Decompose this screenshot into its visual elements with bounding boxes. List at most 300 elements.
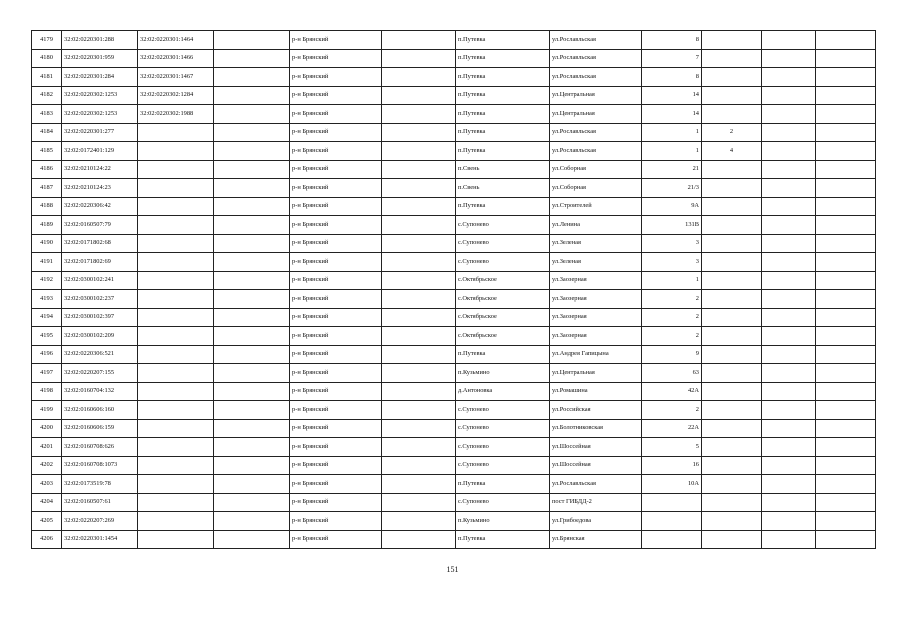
cadastral-number: 32:02:0172401:129 [62,142,138,161]
street: ул.Заозерная [550,308,642,327]
empty-cell [382,123,456,142]
street: ул.Шоссейная [550,456,642,475]
empty-cell [762,86,816,105]
building-number [702,327,762,346]
empty-cell [382,345,456,364]
district: р-н Брянский [290,382,382,401]
house-number: 131В [642,216,702,235]
building-number [702,382,762,401]
district: р-н Брянский [290,86,382,105]
district: р-н Брянский [290,419,382,438]
cadastral-number: 32:02:0210124:22 [62,160,138,179]
locality: п.Путевка [456,345,550,364]
row-number: 4193 [32,290,62,309]
empty-cell [214,364,290,383]
building-number [702,290,762,309]
house-number: 14 [642,105,702,124]
empty-cell [816,493,876,512]
empty-cell [762,105,816,124]
related-cadastral-number [138,142,214,161]
empty-cell [762,493,816,512]
empty-cell [214,401,290,420]
house-number: 1 [642,142,702,161]
empty-cell [214,49,290,68]
empty-cell [816,290,876,309]
empty-cell [214,456,290,475]
cadastral-number: 32:02:0210124:23 [62,179,138,198]
building-number [702,401,762,420]
cadastral-number: 32:02:0220301:959 [62,49,138,68]
empty-cell [762,345,816,364]
related-cadastral-number [138,308,214,327]
district: р-н Брянский [290,253,382,272]
cadastral-number: 32:02:0220302:1253 [62,86,138,105]
empty-cell [214,382,290,401]
cadastral-number: 32:02:0300102:237 [62,290,138,309]
cadastral-number: 32:02:0300102:241 [62,271,138,290]
district: р-н Брянский [290,123,382,142]
house-number: 3 [642,234,702,253]
table-row [32,345,876,364]
empty-cell [214,86,290,105]
empty-cell [382,456,456,475]
empty-cell [214,123,290,142]
street: пост ГИБДД-2 [550,493,642,512]
locality: п.Путевка [456,142,550,161]
building-number [702,234,762,253]
table-row [32,179,876,198]
empty-cell [816,234,876,253]
building-number [702,271,762,290]
table-row [32,253,876,272]
table-row [32,419,876,438]
street: ул.Ленина [550,216,642,235]
locality: с.Октябрьское [456,271,550,290]
house-number: 1 [642,271,702,290]
house-number: 2 [642,290,702,309]
cadastral-number: 32:02:0300102:209 [62,327,138,346]
cadastral-number: 32:02:0160708:626 [62,438,138,457]
related-cadastral-number [138,123,214,142]
related-cadastral-number [138,290,214,309]
empty-cell [382,234,456,253]
house-number: 21 [642,160,702,179]
cadastral-number: 32:02:0160507:61 [62,493,138,512]
cadastral-number: 32:02:0160606:160 [62,401,138,420]
locality: п.Путевка [456,86,550,105]
empty-cell [382,512,456,531]
locality: п.Путевка [456,105,550,124]
empty-cell [816,253,876,272]
related-cadastral-number [138,345,214,364]
locality: п.Свень [456,179,550,198]
locality: с.Супонево [456,401,550,420]
row-number: 4180 [32,49,62,68]
empty-cell [214,345,290,364]
house-number: 42А [642,382,702,401]
building-number [702,160,762,179]
empty-cell [762,364,816,383]
table-row [32,364,876,383]
locality: с.Супонево [456,493,550,512]
row-number: 4189 [32,216,62,235]
district: р-н Брянский [290,456,382,475]
building-number [702,493,762,512]
empty-cell [382,49,456,68]
table-row [32,160,876,179]
row-number: 4194 [32,308,62,327]
empty-cell [382,271,456,290]
street: ул.Заозерная [550,327,642,346]
empty-cell [762,419,816,438]
empty-cell [214,234,290,253]
house-number: 16 [642,456,702,475]
street: ул.Центральная [550,364,642,383]
house-number: 9 [642,345,702,364]
related-cadastral-number [138,253,214,272]
street: ул.Заозерная [550,290,642,309]
empty-cell [762,382,816,401]
cadastral-number: 32:02:0220207:155 [62,364,138,383]
house-number: 8 [642,31,702,50]
cadastral-number: 32:02:0220301:288 [62,31,138,50]
table-row [32,123,876,142]
empty-cell [816,438,876,457]
related-cadastral-number: 32:02:0220301:1466 [138,49,214,68]
building-number [702,179,762,198]
locality: с.Октябрьское [456,290,550,309]
empty-cell [762,438,816,457]
table-row [32,493,876,512]
empty-cell [816,271,876,290]
registry-table-body [32,31,876,549]
empty-cell [816,179,876,198]
related-cadastral-number: 32:02:0220301:1464 [138,31,214,50]
table-row [32,68,876,87]
empty-cell [214,290,290,309]
row-number: 4199 [32,401,62,420]
table-row [32,49,876,68]
cadastral-number: 32:02:0160507:79 [62,216,138,235]
empty-cell [762,290,816,309]
empty-cell [762,179,816,198]
table-row [32,512,876,531]
empty-cell [816,456,876,475]
table-row [32,456,876,475]
row-number: 4205 [32,512,62,531]
building-number: 4 [702,142,762,161]
empty-cell [762,68,816,87]
cadastral-number: 32:02:0220301:284 [62,68,138,87]
district: р-н Брянский [290,271,382,290]
table-row [32,530,876,549]
row-number: 4183 [32,105,62,124]
cadastral-number: 32:02:0220301:1454 [62,530,138,549]
empty-cell [816,512,876,531]
related-cadastral-number [138,475,214,494]
house-number [642,512,702,531]
related-cadastral-number: 32:02:0220302:1988 [138,105,214,124]
row-number: 4181 [32,68,62,87]
empty-cell [382,308,456,327]
locality: п.Кузьмино [456,512,550,531]
row-number: 4200 [32,419,62,438]
house-number: 63 [642,364,702,383]
district: р-н Брянский [290,364,382,383]
related-cadastral-number [138,216,214,235]
empty-cell [762,253,816,272]
row-number: 4204 [32,493,62,512]
house-number: 1 [642,123,702,142]
street: ул.Шоссейная [550,438,642,457]
house-number: 8 [642,68,702,87]
street: ул.Ромашина [550,382,642,401]
empty-cell [382,105,456,124]
row-number: 4191 [32,253,62,272]
building-number: 2 [702,123,762,142]
empty-cell [214,308,290,327]
related-cadastral-number [138,456,214,475]
locality: с.Супонево [456,253,550,272]
empty-cell [762,401,816,420]
empty-cell [382,160,456,179]
locality: п.Путевка [456,49,550,68]
locality: п.Кузьмино [456,364,550,383]
empty-cell [762,31,816,50]
street: ул.Строителей [550,197,642,216]
related-cadastral-number [138,197,214,216]
empty-cell [214,105,290,124]
district: р-н Брянский [290,234,382,253]
street: ул.Андрея Гапицына [550,345,642,364]
empty-cell [382,179,456,198]
empty-cell [382,86,456,105]
row-number: 4198 [32,382,62,401]
district: р-н Брянский [290,142,382,161]
empty-cell [382,419,456,438]
empty-cell [816,345,876,364]
locality: п.Путевка [456,197,550,216]
district: р-н Брянский [290,68,382,87]
house-number: 10А [642,475,702,494]
street: ул.Рославльская [550,475,642,494]
empty-cell [214,419,290,438]
empty-cell [762,197,816,216]
related-cadastral-number [138,271,214,290]
house-number [642,493,702,512]
cadastral-number: 32:02:0220306:42 [62,197,138,216]
house-number: 9А [642,197,702,216]
locality: п.Путевка [456,31,550,50]
table-row [32,401,876,420]
related-cadastral-number: 32:02:0220301:1467 [138,68,214,87]
building-number [702,31,762,50]
table-row [32,216,876,235]
empty-cell [816,49,876,68]
related-cadastral-number [138,327,214,346]
street: ул.Зеленая [550,234,642,253]
empty-cell [762,475,816,494]
empty-cell [762,49,816,68]
empty-cell [214,197,290,216]
locality: п.Путевка [456,68,550,87]
empty-cell [214,512,290,531]
table-row [32,308,876,327]
table-row [32,438,876,457]
building-number [702,419,762,438]
empty-cell [382,197,456,216]
table-row [32,382,876,401]
cadastral-number: 32:02:0220301:277 [62,123,138,142]
table-row [32,105,876,124]
district: р-н Брянский [290,31,382,50]
empty-cell [382,31,456,50]
district: р-н Брянский [290,105,382,124]
related-cadastral-number [138,512,214,531]
empty-cell [382,290,456,309]
empty-cell [382,364,456,383]
empty-cell [382,68,456,87]
empty-cell [816,364,876,383]
empty-cell [214,216,290,235]
empty-cell [214,68,290,87]
empty-cell [762,327,816,346]
related-cadastral-number [138,401,214,420]
street: ул.Болотниковская [550,419,642,438]
street: ул.Брянская [550,530,642,549]
cadastral-number: 32:02:0220302:1253 [62,105,138,124]
empty-cell [762,142,816,161]
district: р-н Брянский [290,512,382,531]
district: р-н Брянский [290,308,382,327]
building-number [702,475,762,494]
cadastral-number: 32:02:0300102:397 [62,308,138,327]
house-number: 2 [642,401,702,420]
empty-cell [816,475,876,494]
related-cadastral-number [138,364,214,383]
building-number [702,345,762,364]
row-number: 4196 [32,345,62,364]
row-number: 4187 [32,179,62,198]
empty-cell [816,123,876,142]
empty-cell [762,530,816,549]
district: р-н Брянский [290,160,382,179]
street: ул.Рославльская [550,49,642,68]
row-number: 4202 [32,456,62,475]
empty-cell [382,475,456,494]
empty-cell [214,31,290,50]
district: р-н Брянский [290,290,382,309]
locality: с.Октябрьское [456,327,550,346]
building-number [702,86,762,105]
street: ул.Грибоедова [550,512,642,531]
cadastral-number: 32:02:0171802:69 [62,253,138,272]
house-number: 5 [642,438,702,457]
locality: с.Супонево [456,456,550,475]
district: р-н Брянский [290,493,382,512]
empty-cell [382,382,456,401]
district: р-н Брянский [290,438,382,457]
empty-cell [382,401,456,420]
empty-cell [214,179,290,198]
empty-cell [762,271,816,290]
building-number [702,456,762,475]
building-number [702,512,762,531]
cadastral-number: 32:02:0220207:269 [62,512,138,531]
building-number [702,216,762,235]
empty-cell [762,512,816,531]
locality: с.Супонево [456,438,550,457]
row-number: 4206 [32,530,62,549]
building-number [702,438,762,457]
row-number: 4188 [32,197,62,216]
house-number: 3 [642,253,702,272]
street: ул.Рославльская [550,31,642,50]
row-number: 4179 [32,31,62,50]
empty-cell [816,160,876,179]
district: р-н Брянский [290,345,382,364]
building-number [702,530,762,549]
empty-cell [816,86,876,105]
street: ул.Рославльская [550,142,642,161]
row-number: 4201 [32,438,62,457]
related-cadastral-number: 32:02:0220302:1284 [138,86,214,105]
house-number: 21/3 [642,179,702,198]
related-cadastral-number [138,493,214,512]
row-number: 4195 [32,327,62,346]
related-cadastral-number [138,382,214,401]
empty-cell [214,327,290,346]
empty-cell [214,142,290,161]
empty-cell [382,216,456,235]
house-number: 7 [642,49,702,68]
locality: п.Путевка [456,123,550,142]
empty-cell [382,253,456,272]
empty-cell [816,216,876,235]
building-number [702,105,762,124]
empty-cell [816,530,876,549]
building-number [702,68,762,87]
street: ул.Соборная [550,179,642,198]
empty-cell [816,401,876,420]
empty-cell [762,234,816,253]
street: ул.Российская [550,401,642,420]
empty-cell [816,197,876,216]
empty-cell [214,530,290,549]
row-number: 4192 [32,271,62,290]
street: ул.Центральная [550,86,642,105]
building-number [702,197,762,216]
district: р-н Брянский [290,530,382,549]
page-number: 151 [446,565,459,574]
house-number: 2 [642,308,702,327]
building-number [702,49,762,68]
empty-cell [816,308,876,327]
cadastral-number: 32:02:0160606:159 [62,419,138,438]
building-number [702,364,762,383]
locality: д.Антоновка [456,382,550,401]
street: ул.Заозерная [550,271,642,290]
locality: с.Супонево [456,234,550,253]
locality: п.Путевка [456,475,550,494]
cadastral-number: 32:02:0220306:521 [62,345,138,364]
row-number: 4190 [32,234,62,253]
district: р-н Брянский [290,197,382,216]
empty-cell [214,253,290,272]
locality: с.Октябрьское [456,308,550,327]
locality: п.Свень [456,160,550,179]
related-cadastral-number [138,234,214,253]
